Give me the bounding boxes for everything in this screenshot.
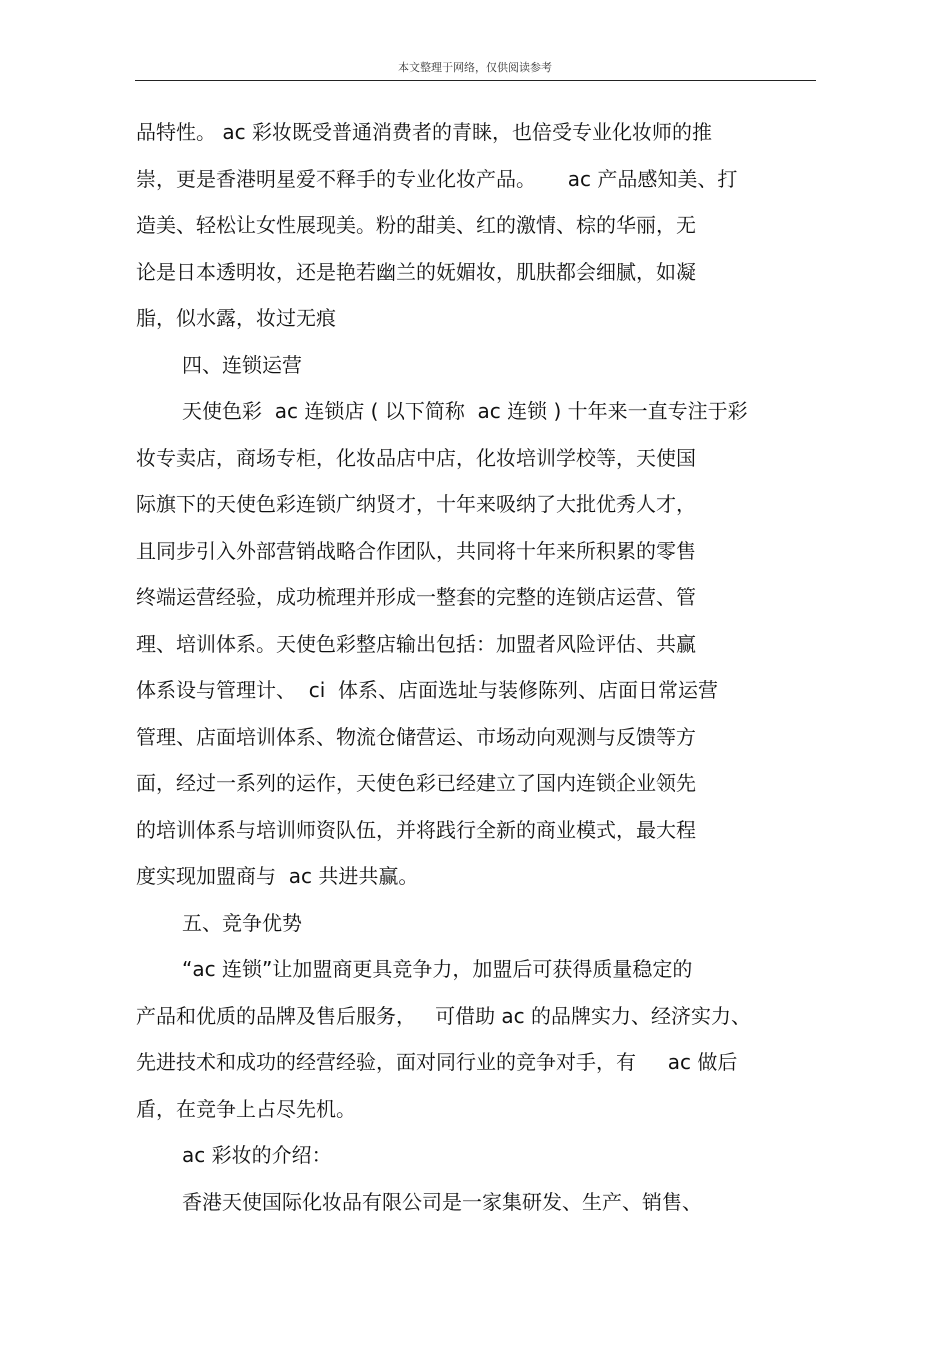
text-line: 崇，更是香港明星爱不释手的专业化妆产品。 ac 产品感知美、打: [136, 166, 738, 191]
text-line: 理、培训体系。天使色彩整店输出包括：加盟者风险评估、共赢: [136, 631, 696, 656]
text-line: 四、连锁运营: [182, 352, 302, 377]
text-line: 造美、轻松让女性展现美。粉的甜美、红的激情、棕的华丽，无: [136, 213, 696, 237]
header-divider: [135, 80, 816, 81]
document-body: [136, 113, 816, 1229]
text-line: 品特性。 ac 彩妆既受普通消费者的青睐，也倍受专业化妆师的推: [136, 120, 712, 144]
text-line: 且同步引入外部营销战略合作团队，共同将十年来所积累的零售: [136, 538, 696, 563]
text-line: 论是日本透明妆，还是艳若幽兰的妩媚妆，肌肤都会细腻，如凝: [136, 259, 696, 284]
text-line: 产品和优质的品牌及售后服务， 可借助 ac 的品牌实力、经济实力、: [136, 1003, 752, 1028]
text-line: 五、竞争优势: [182, 910, 302, 935]
text-line: 终端运营经验，成功梳理并形成一整套的完整的连锁店运营、管: [136, 585, 696, 609]
text-line: 体系设与管理计、 ci 体系、店面选址与装修陈列、店面日常运营: [136, 678, 718, 702]
text-line: ac 彩妆的介绍：: [182, 1143, 332, 1167]
text-line: 的培训体系与培训师资队伍，并将践行全新的商业模式，最大程: [136, 817, 696, 842]
text-line: 际旗下的天使色彩连锁广纳贤才，十年来吸纳了大批优秀人才，: [136, 492, 696, 516]
text-line: 脂，似水露，妆过无痕: [136, 306, 336, 330]
text-line: 妆专卖店，商场专柜，化妆品店中店，化妆培训学校等，天使国: [136, 445, 696, 470]
page-header: 本文整理于网络，仅供阅读参考: [398, 61, 552, 74]
text-line: 先进技术和成功的经营经验，面对同行业的竞争对手，有 ac 做后: [136, 1050, 738, 1074]
text-line: 度实现加盟商与 ac 共进共赢。: [136, 864, 419, 888]
text-line: 管理、店面培训体系、物流仓储营运、市场动向观测与反馈等方: [136, 724, 696, 749]
text-line: 香港天使国际化妆品有限公司是一家集研发、生产、销售、: [182, 1189, 702, 1214]
text-line: 天使色彩 ac 连锁店 ( 以下简称 ac 连锁 ) 十年来一直专注于彩: [182, 399, 748, 423]
text-line: 盾，在竞争上占尽先机。: [136, 1096, 356, 1121]
text-line: “ac 连锁”让加盟商更具竞争力，加盟后可获得质量稳定的: [182, 957, 693, 981]
text-line: 面，经过一系列的运作，天使色彩已经建立了国内连锁企业领先: [136, 771, 696, 795]
